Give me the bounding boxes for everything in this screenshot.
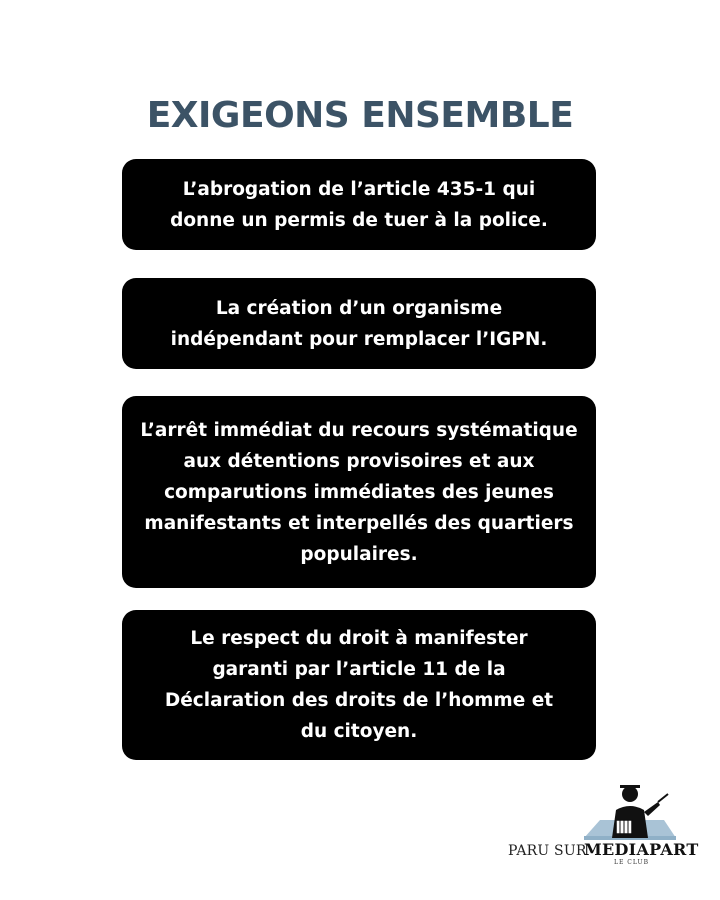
footer-sub: LE CLUB <box>614 859 649 866</box>
demand-card-2 <box>122 278 596 369</box>
demand-text-3: L’arrêt immédiat du recours systématique aux détentions provisoires et aux comparutions immédiates des jeunes manifestants et interpellés des quartiers populaires. <box>140 419 578 565</box>
mediapart-footer <box>490 780 699 870</box>
demand-text-1: L’abrogation de l’article 435-1 qui donne un permis de tuer à la police. <box>170 178 548 231</box>
footer-prefix: PARU SUR <box>508 843 587 859</box>
demand-text-4: Le respect du droit à manifester garanti par l’article 11 de la Déclaration des droits de l’homme et du citoyen. <box>164 628 554 742</box>
demand-card-4 <box>122 610 596 760</box>
demand-card-1 <box>122 159 596 250</box>
mediapart-illustration-icon <box>582 780 678 842</box>
mediapart-logo-text: MEDIAPART <box>584 840 699 859</box>
demand-text-2: La création d’un organisme indépendant pour remplacer l’IGPN. <box>170 297 548 350</box>
demand-card-3 <box>122 396 596 588</box>
page-title: EXIGEONS ENSEMBLE <box>146 95 574 137</box>
